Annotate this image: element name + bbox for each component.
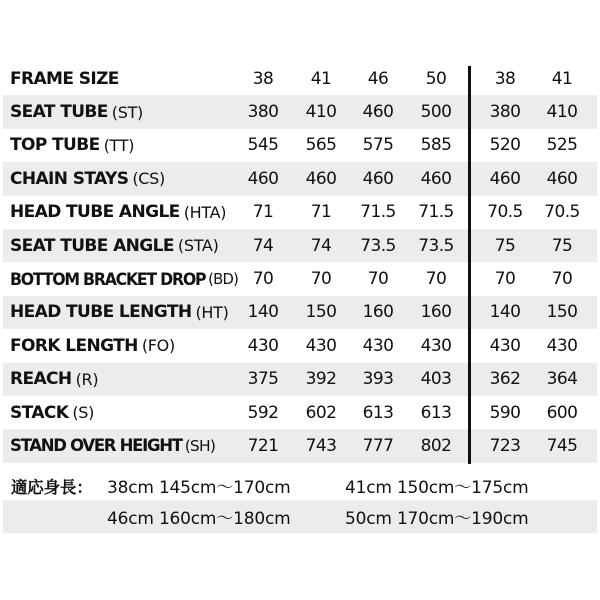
table-cell: 430 [247,335,279,356]
frame-size-header-cell: 41 [551,68,573,89]
table-row [3,95,597,128]
table-cell: 745 [546,435,578,456]
table-cell: 430 [420,335,452,356]
table-cell: 613 [420,402,452,423]
table-cell: 393 [362,369,394,390]
row-label [10,229,219,262]
table-cell: 75 [551,235,573,256]
row-label-abbreviation: (HT) [195,302,229,322]
fit-height-size-41: 41cm 150cm〜175cm [345,478,529,498]
table-cell: 392 [305,369,337,390]
table-cell: 600 [546,402,578,423]
table-cell: 525 [546,135,578,156]
table-cell: 380 [247,102,279,123]
row-label [10,363,98,396]
table-cell: 723 [489,435,521,456]
table-cell: 70 [551,269,573,290]
table-row [3,62,597,95]
row-label [10,196,226,229]
fit-height-prefix: 適応身長： [11,477,93,497]
table-cell: 75 [494,235,516,256]
fit-height-size-38: 38cm 145cm〜170cm [107,478,291,498]
table-cell: 430 [362,335,394,356]
table-cell: 362 [489,369,521,390]
table-row [3,162,597,195]
table-row [3,196,597,229]
fit-height-size-50: 50cm 170cm〜190cm [345,509,529,529]
row-label-name: CHAIN STAYS [10,168,129,189]
row-label-name: BOTTOM BRACKET DROP [10,269,206,289]
table-cell: 575 [362,135,394,156]
row-label [10,62,119,95]
row-label-name: HEAD TUBE ANGLE [10,202,180,223]
row-label [10,296,229,329]
row-label-name: REACH [10,369,72,390]
geometry-table [3,62,597,463]
row-label-abbreviation: (R) [75,369,99,389]
table-cell: 74 [310,235,332,256]
table-cell: 70 [425,269,447,290]
table-cell: 602 [305,402,337,423]
table-cell: 375 [247,369,279,390]
row-label-abbreviation: (SH) [184,436,216,455]
table-cell: 70 [367,269,389,290]
table-cell: 430 [305,335,337,356]
frame-size-header-cell: 38 [494,68,516,89]
table-cell: 160 [420,302,452,323]
fit-height-line-2 [3,500,597,533]
table-cell: 520 [489,135,521,156]
row-label-name: TOP TUBE [10,135,100,156]
table-cell: 545 [247,135,279,156]
table-cell: 460 [362,102,394,123]
frame-size-header-cell: 46 [367,68,389,89]
row-label-name: FRAME SIZE [10,68,119,89]
fit-height-line-1 [3,469,597,502]
row-label-abbreviation: (S) [72,403,95,423]
frame-size-header-cell: 50 [425,68,447,89]
table-cell: 71.5 [360,202,396,223]
table-cell: 70 [310,269,332,290]
fit-height-size-46: 46cm 160cm〜180cm [107,509,291,529]
row-label [10,162,165,195]
table-row [3,396,597,429]
table-cell: 160 [362,302,394,323]
table-cell: 802 [420,435,452,456]
table-row [3,363,597,396]
table-cell: 74 [252,235,274,256]
table-cell: 71 [252,202,274,223]
table-cell: 380 [489,102,521,123]
table-cell: 460 [546,168,578,189]
table-cell: 364 [546,369,578,390]
table-cell: 73.5 [360,235,396,256]
table-cell: 430 [546,335,578,356]
row-label-abbreviation: (CS) [132,169,165,189]
row-label-name: SEAT TUBE ANGLE [10,235,174,256]
table-cell: 73.5 [418,235,454,256]
row-label-name: HEAD TUBE LENGTH [10,302,192,323]
row-label-name: STACK [10,402,69,423]
table-cell: 410 [546,102,578,123]
table-cell: 71.5 [418,202,454,223]
table-cell: 590 [489,402,521,423]
table-cell: 592 [247,402,279,423]
table-cell: 460 [305,168,337,189]
row-label [10,429,215,462]
row-label-name: STAND OVER HEIGHT [10,436,182,456]
table-cell: 430 [489,335,521,356]
table-cell: 460 [420,168,452,189]
table-cell: 140 [489,302,521,323]
table-row [3,229,597,262]
row-label [10,329,175,362]
table-cell: 460 [489,168,521,189]
table-cell: 150 [546,302,578,323]
row-label-abbreviation: (TT) [103,135,135,155]
table-cell: 70.5 [487,202,523,223]
table-cell: 460 [362,168,394,189]
table-cell: 777 [362,435,394,456]
row-label-name: SEAT TUBE [10,102,108,123]
table-cell: 140 [247,302,279,323]
row-label-abbreviation: (FO) [141,336,175,356]
table-row [3,296,597,329]
table-cell: 585 [420,135,452,156]
table-cell: 721 [247,435,279,456]
row-label [10,396,94,429]
table-cell: 743 [305,435,337,456]
table-cell: 70 [252,269,274,290]
table-cell: 70.5 [544,202,580,223]
table-cell: 70 [494,269,516,290]
table-cell: 71 [310,202,332,223]
row-label [10,129,134,162]
row-label-abbreviation: (BD) [208,270,239,289]
row-label-name: FORK LENGTH [10,335,138,356]
table-row [3,429,597,462]
table-row [3,129,597,162]
frame-size-header-cell: 41 [310,68,332,89]
row-label-abbreviation: (STA) [177,236,219,256]
table-cell: 410 [305,102,337,123]
row-label [10,262,238,295]
row-label [10,95,143,128]
table-cell: 150 [305,302,337,323]
row-label-abbreviation: (HTA) [183,202,227,222]
table-cell: 500 [420,102,452,123]
table-cell: 565 [305,135,337,156]
column-group-divider [468,66,471,464]
table-cell: 613 [362,402,394,423]
table-cell: 403 [420,369,452,390]
frame-size-header-cell: 38 [252,68,274,89]
table-row [3,329,597,362]
table-cell: 460 [247,168,279,189]
row-label-abbreviation: (ST) [111,102,143,122]
table-row [3,262,597,295]
